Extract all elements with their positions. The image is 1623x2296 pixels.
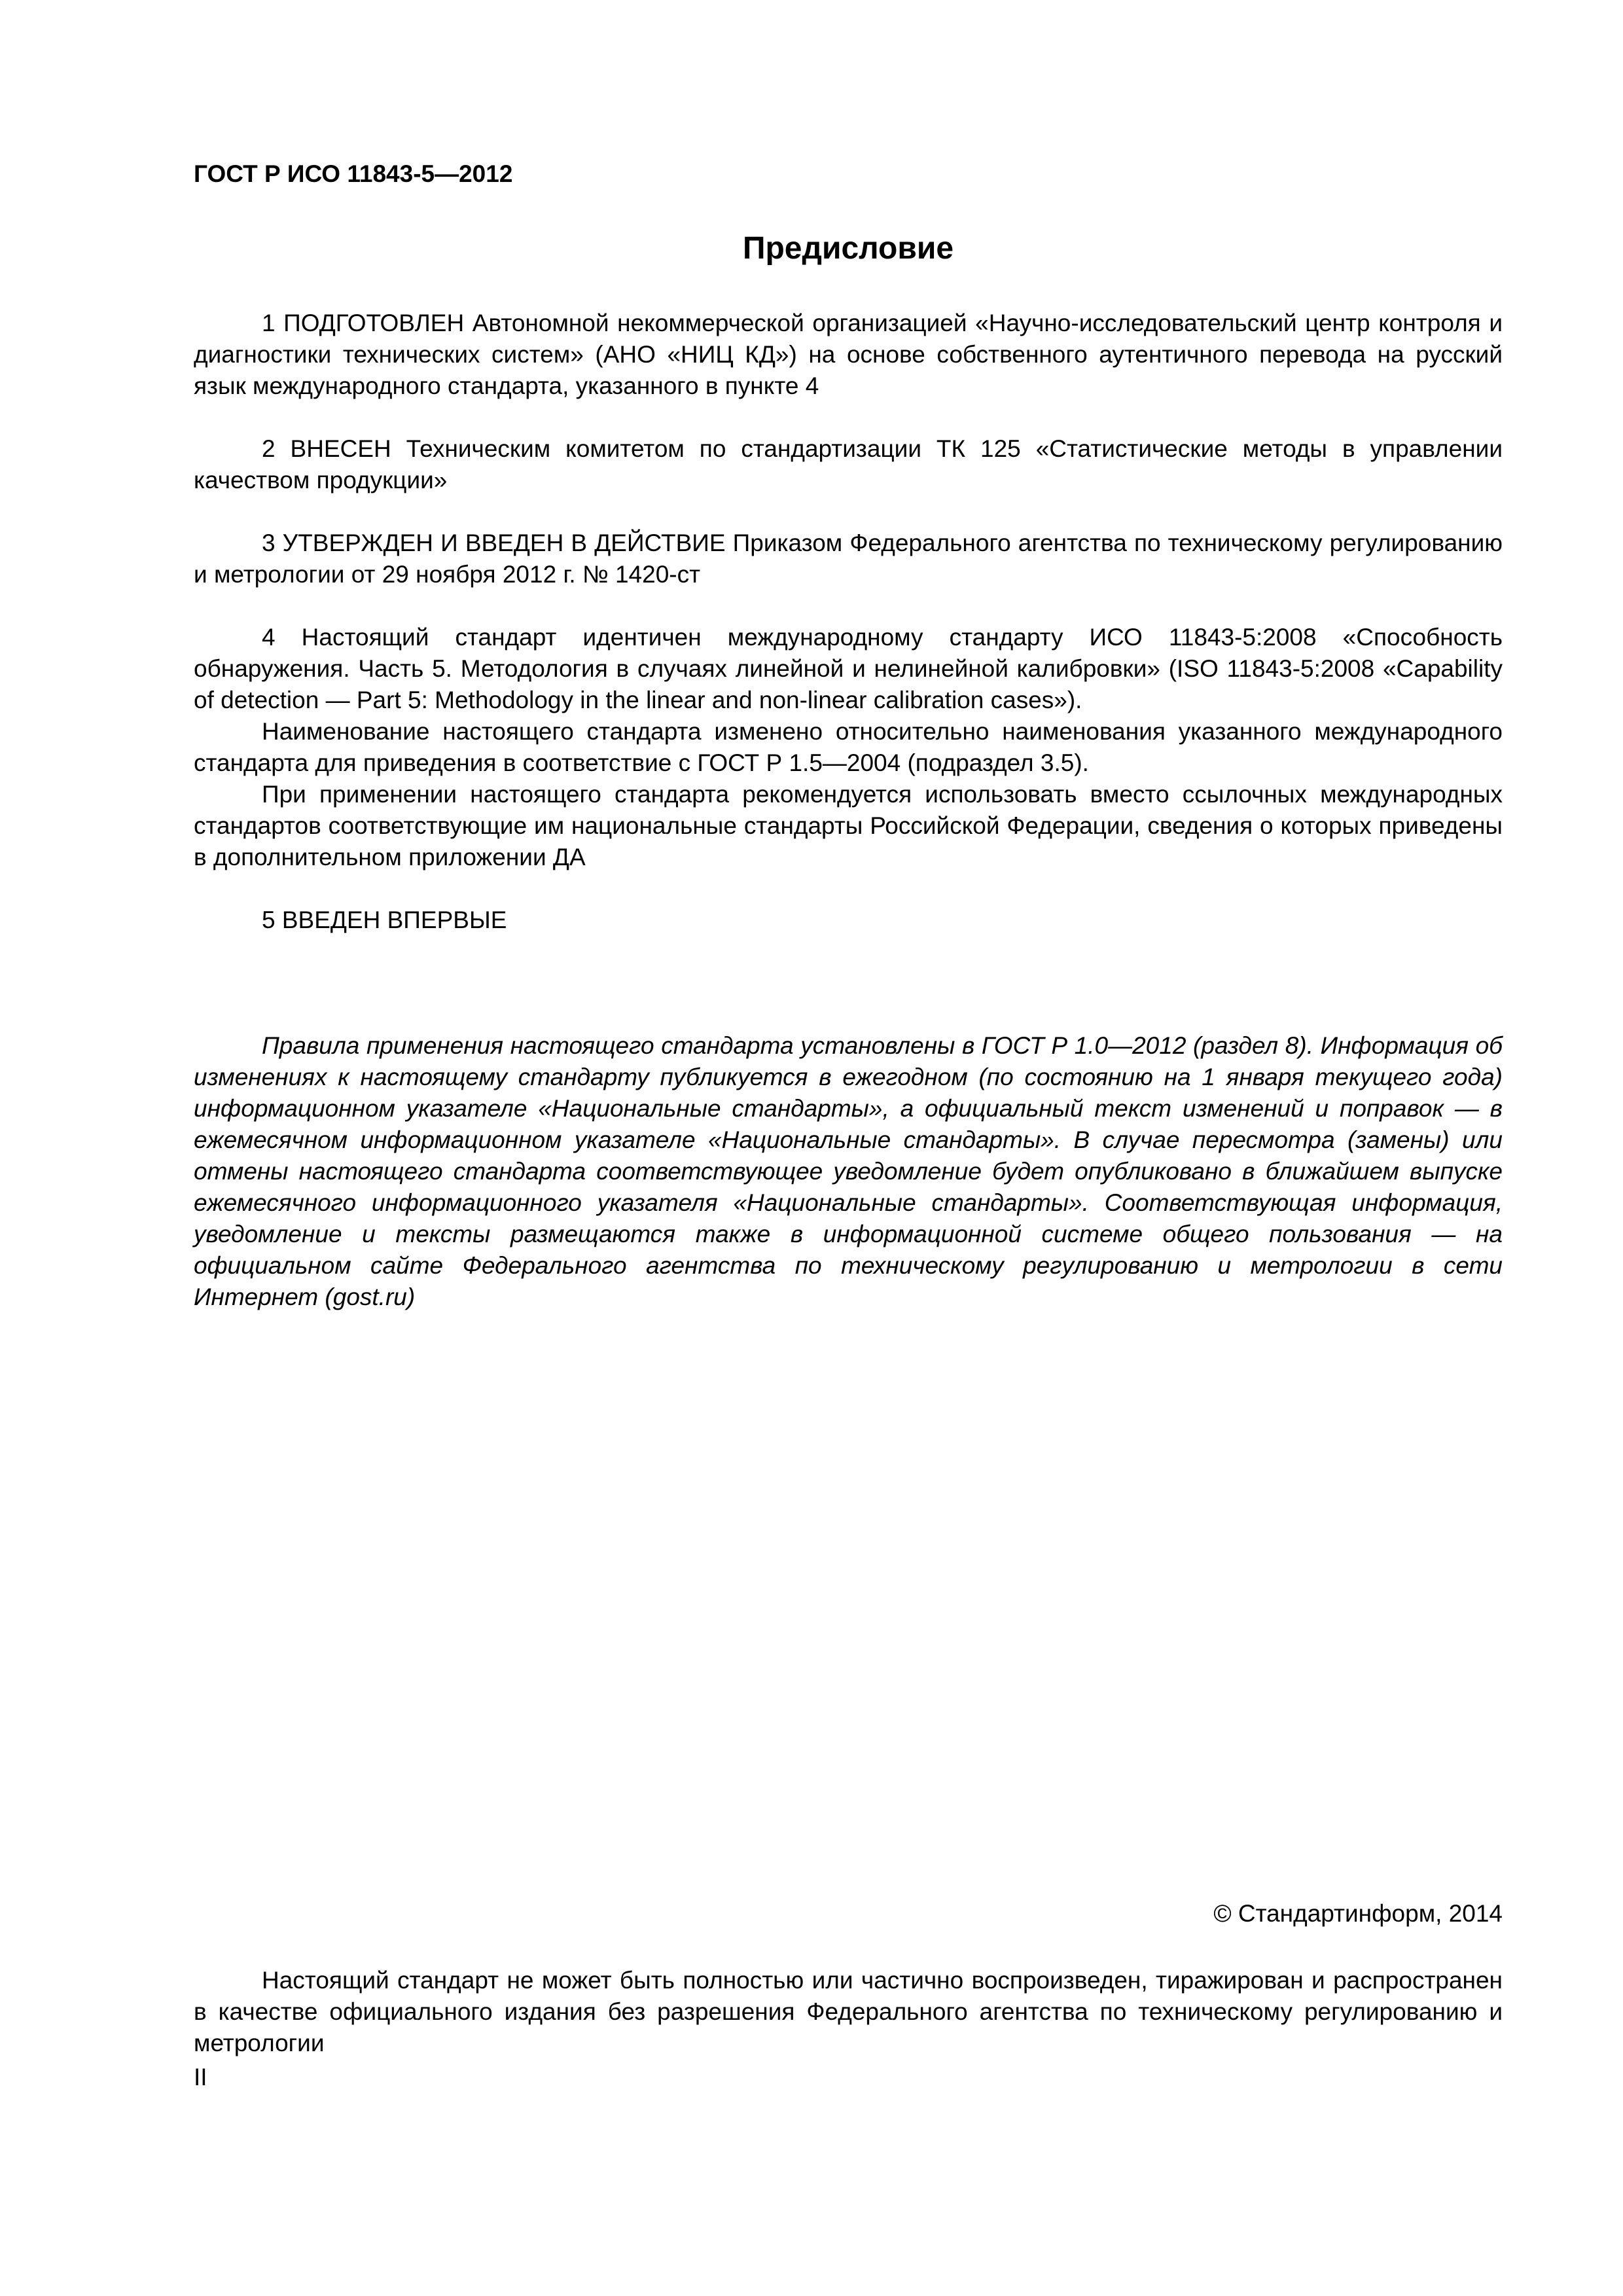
reproduction-notice	[194, 1965, 1503, 2059]
foreword-item-3: 3 УТВЕРЖДЕН И ВВЕДЕН В ДЕЙСТВИЕ Приказом Федерального агентства по техническому регулированию и метрологии от 29 ноября 2012 г. № 1420-ст	[194, 529, 1503, 588]
reproduction-notice-text: Настоящий стандарт не может быть полностью или частично воспроизведен, тиражирован и распространен в качестве официального издания без разрешения Федерального агентства по техническому регулированию и метрологии	[194, 1967, 1503, 2056]
page-number: II	[194, 2064, 207, 2090]
application-rules-text: Правила применения настоящего стандарта установлены в ГОСТ Р 1.0—2012 (раздел 8). Информация об изменениях к настоящему стандарту публикуется в ежегодном (по состоянию на 1 января текущего года) информационном указателе «Национальные стандарты», а официальный текст изменений и поправок — в ежемесячном информационном указателе «Национальные стандарты». В случае пересмотра (замены) или отмены настоящего стандарта соответствующее уведомление будет опубликовано в ближайшем выпуске ежемесячного информационного указателя «Национальные стандарты». Соответствующая информация, уведомление и тексты размещаются также в информационной системе общего пользования — на официальном сайте Федерального агентства по техническому регулированию и метрологии в сети Интернет (gost.ru)	[194, 1032, 1503, 1310]
foreword-item-4: 4 Настоящий стандарт идентичен международному стандарту ИСО 11843-5:2008 «Способность обнаружения. Часть 5. Методология в случаях линейной и нелинейной калибровки» (ISO 11843-5:2008 «Capability of detection — Part 5: Methodology in the linear and non-linear calibration cases»).	[194, 624, 1503, 713]
foreword-item-4-references: При применении настоящего стандарта рекомендуется использовать вместо ссылочных международных стандартов соответствующие им национальные стандарты Российской Федерации, сведения о которых приведены в дополнительном приложении ДА	[194, 781, 1503, 870]
standard-code-header: ГОСТ Р ИСО 11843-5—2012	[194, 160, 513, 187]
foreword-item-2: 2 ВНЕСЕН Техническим комитетом по стандартизации ТК 125 «Статистические методы в управлении качеством продукции»	[194, 435, 1503, 493]
foreword-item-4-name-change: Наименование настоящего стандарта изменено относительно наименования указанного международного стандарта для приведения в соответствие с ГОСТ Р 1.5—2004 (подраздел 3.5).	[194, 718, 1503, 776]
foreword-item-5: 5 ВВЕДЕН ВПЕРВЫЕ	[262, 906, 507, 933]
foreword-items	[194, 308, 1503, 936]
foreword-item-1: 1 ПОДГОТОВЛЕН Автономной некоммерческой организацией «Научно-исследовательский центр контроля и диагностики технических систем» (АНО «НИЦ КД») на основе собственного аутентичного перевода на русский язык международного стандарта, указанного в пункте 4	[194, 310, 1503, 399]
page-title: Предисловие	[742, 231, 954, 266]
application-rules-notice	[194, 1030, 1503, 1313]
copyright-line: © Стандартинформ, 2014	[1213, 1900, 1503, 1927]
